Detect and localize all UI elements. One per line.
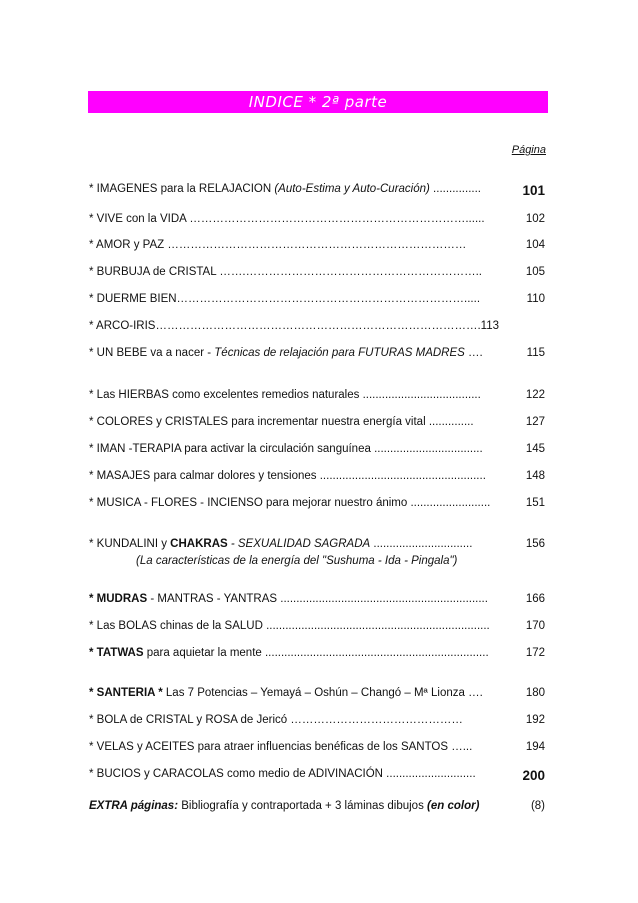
page-number: (8): [530, 800, 545, 812]
kundalini-subtitle: (La características de la energía del "Sushuma - Ida - Pingala"): [136, 555, 458, 567]
page-number: 110: [526, 293, 545, 305]
page-number: 148: [525, 470, 545, 482]
index-row: * Las HIERBAS como excelentes remedios naturales ..................................... 122: [89, 389, 545, 401]
page-number: 105: [525, 266, 545, 278]
index-row: * SANTERIA * Las 7 Potencias – Yemayá – Oshún – Changó – Mª Lionza …. 180: [89, 687, 545, 699]
index-row: * DUERME BIEN…………………………………………………………………..... 110: [89, 293, 545, 305]
index-row: * IMAGENES para la RELAJACION (Auto-Estima y Auto-Curación) ............... 101: [89, 183, 545, 198]
index-row: * IMAN -TERAPIA para activar la circulación sanguínea .................................. 145: [89, 443, 545, 455]
page-number: 151: [525, 497, 545, 509]
index-row: * VIVE con la VIDA ………………………………………………………………...... 102: [89, 213, 545, 225]
page-number: 101: [522, 183, 545, 198]
page-number: 172: [525, 647, 545, 659]
page-number: 145: [525, 443, 545, 455]
page-number: 200: [522, 768, 545, 783]
page-number: 122: [525, 389, 545, 401]
index-row: * ARCO-IRIS………………………………………………………………………….113: [89, 320, 499, 332]
page-number: 127: [525, 416, 545, 428]
page-column-header: Página: [511, 144, 546, 156]
index-title: INDICE * 2ª parte: [248, 93, 388, 111]
extra-label: EXTRA páginas:: [89, 800, 179, 812]
index-row: * MUSICA - FLORES - INCIENSO para mejorar nuestro ánimo ......................... 151: [89, 497, 545, 509]
page-number: 115: [526, 347, 545, 359]
index-row: * UN BEBE va a nacer - Técnicas de relajación para FUTURAS MADRES …. 115: [89, 347, 545, 359]
page-number: 166: [525, 593, 545, 605]
page-number: 104: [525, 239, 545, 251]
index-row: * TATWAS para aquietar la mente ...................................................................... 172: [89, 647, 545, 659]
extra-row: EXTRA páginas: Bibliografía y contraportada + 3 láminas dibujos (en color) (8): [89, 800, 545, 812]
page-number: 180: [525, 687, 545, 699]
index-row: * BURBUJA de CRISTAL …….…………………………………………………….. 105: [89, 266, 545, 278]
index-row: * BOLA de CRISTAL y ROSA de Jericó ……………………………………… 192: [89, 714, 545, 726]
page-number: 194: [525, 741, 545, 753]
page-number: 170: [525, 620, 545, 632]
page-number: 102: [525, 213, 545, 225]
title-bar: [88, 91, 548, 113]
index-row: * MASAJES para calmar dolores y tensiones .................................................... 148: [89, 470, 545, 482]
page-number: 156: [525, 538, 545, 550]
page-number: 192: [525, 714, 545, 726]
index-row: * KUNDALINI y CHAKRAS - SEXUALIDAD SAGRADA ............................... 156: [89, 538, 545, 550]
index-row: * Las BOLAS chinas de la SALUD ...................................................................... 170: [89, 620, 545, 632]
index-row: * VELAS y ACEITES para atraer influencias benéficas de los SANTOS …... 194: [89, 741, 545, 753]
index-row: * COLORES y CRISTALES para incrementar nuestra energía vital .............. 127: [89, 416, 545, 428]
index-row: * MUDRAS - MANTRAS - YANTRAS ................................................................. 166: [89, 593, 545, 605]
index-row: * AMOR y PAZ …………………………………………………………………… 104: [89, 239, 545, 251]
index-row: * BUCIOS y CARACOLAS como medio de ADIVINACIÓN ............................ 200: [89, 768, 545, 783]
